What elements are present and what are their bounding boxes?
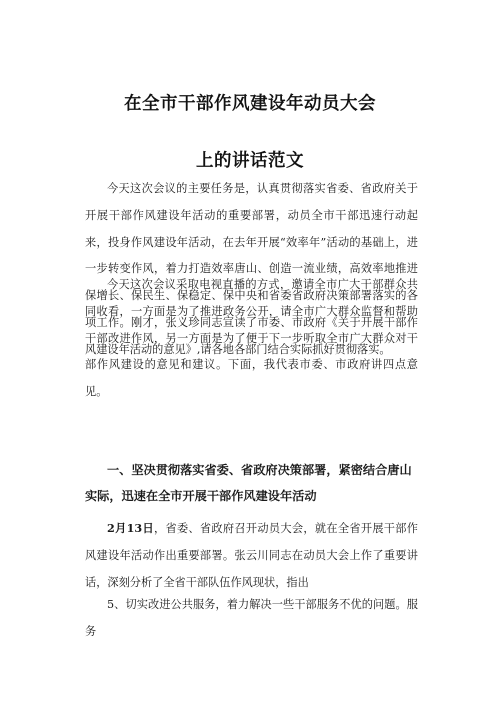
paragraph-2: 今天这次会议采取电视直播的方式，邀请全市广大干部群众共同收看，一方面是为了推进政务公开，请全市广大群众监督和帮助干部改进作风，另一方面是为了便于下一步听取全市广大群众对干部作风建设的意见和建议。下面，我代表市委、市政府讲四点意见。 [85, 278, 418, 399]
document-title-line-1: 在全市干部作风建设年动员大会 [124, 94, 376, 114]
paragraph-3-date: 2月13日 [107, 521, 154, 535]
paragraph-3 [85, 515, 418, 596]
paragraph-1: 今天这次会议的主要任务是，认真贯彻落实省委、省政府关于开展干部作风建设年活动的重要部署，动员全市干部迅速行动起来，投身作风建设年活动，在去年开展“效率年”活动的基础上，进一步转变作风，着力打造效率唐山、创造一流业绩，高效率地推进保增长、保民生、保稳定、保中央和省委省政府决策部署落实的各项工作。刚才，张义珍同志宣读了市委、市政府《关于开展干部作风建设年活动的意见》,请各地各部门结合实际抓好贯彻落实。 [85, 182, 418, 356]
document-title-line-2: 上的讲话范文 [196, 151, 304, 171]
paragraph-3-text: ，省委、省政府召开动员大会，就在全省开展干部作风建设年活动作出重要部署。张云川同志在动员大会上作了重要讲话，深刻分析了全省干部队伍作风现状，指出 [85, 522, 418, 589]
paragraph-4: 5、切实改进公共服务，着力解决一些干部服务不优的问题。服务 [85, 598, 418, 638]
section-heading-1: 一、坚决贯彻落实省委、省政府决策部署，紧密结合唐山实际，迅速在全市开展干部作风建设年活动 [85, 463, 412, 503]
